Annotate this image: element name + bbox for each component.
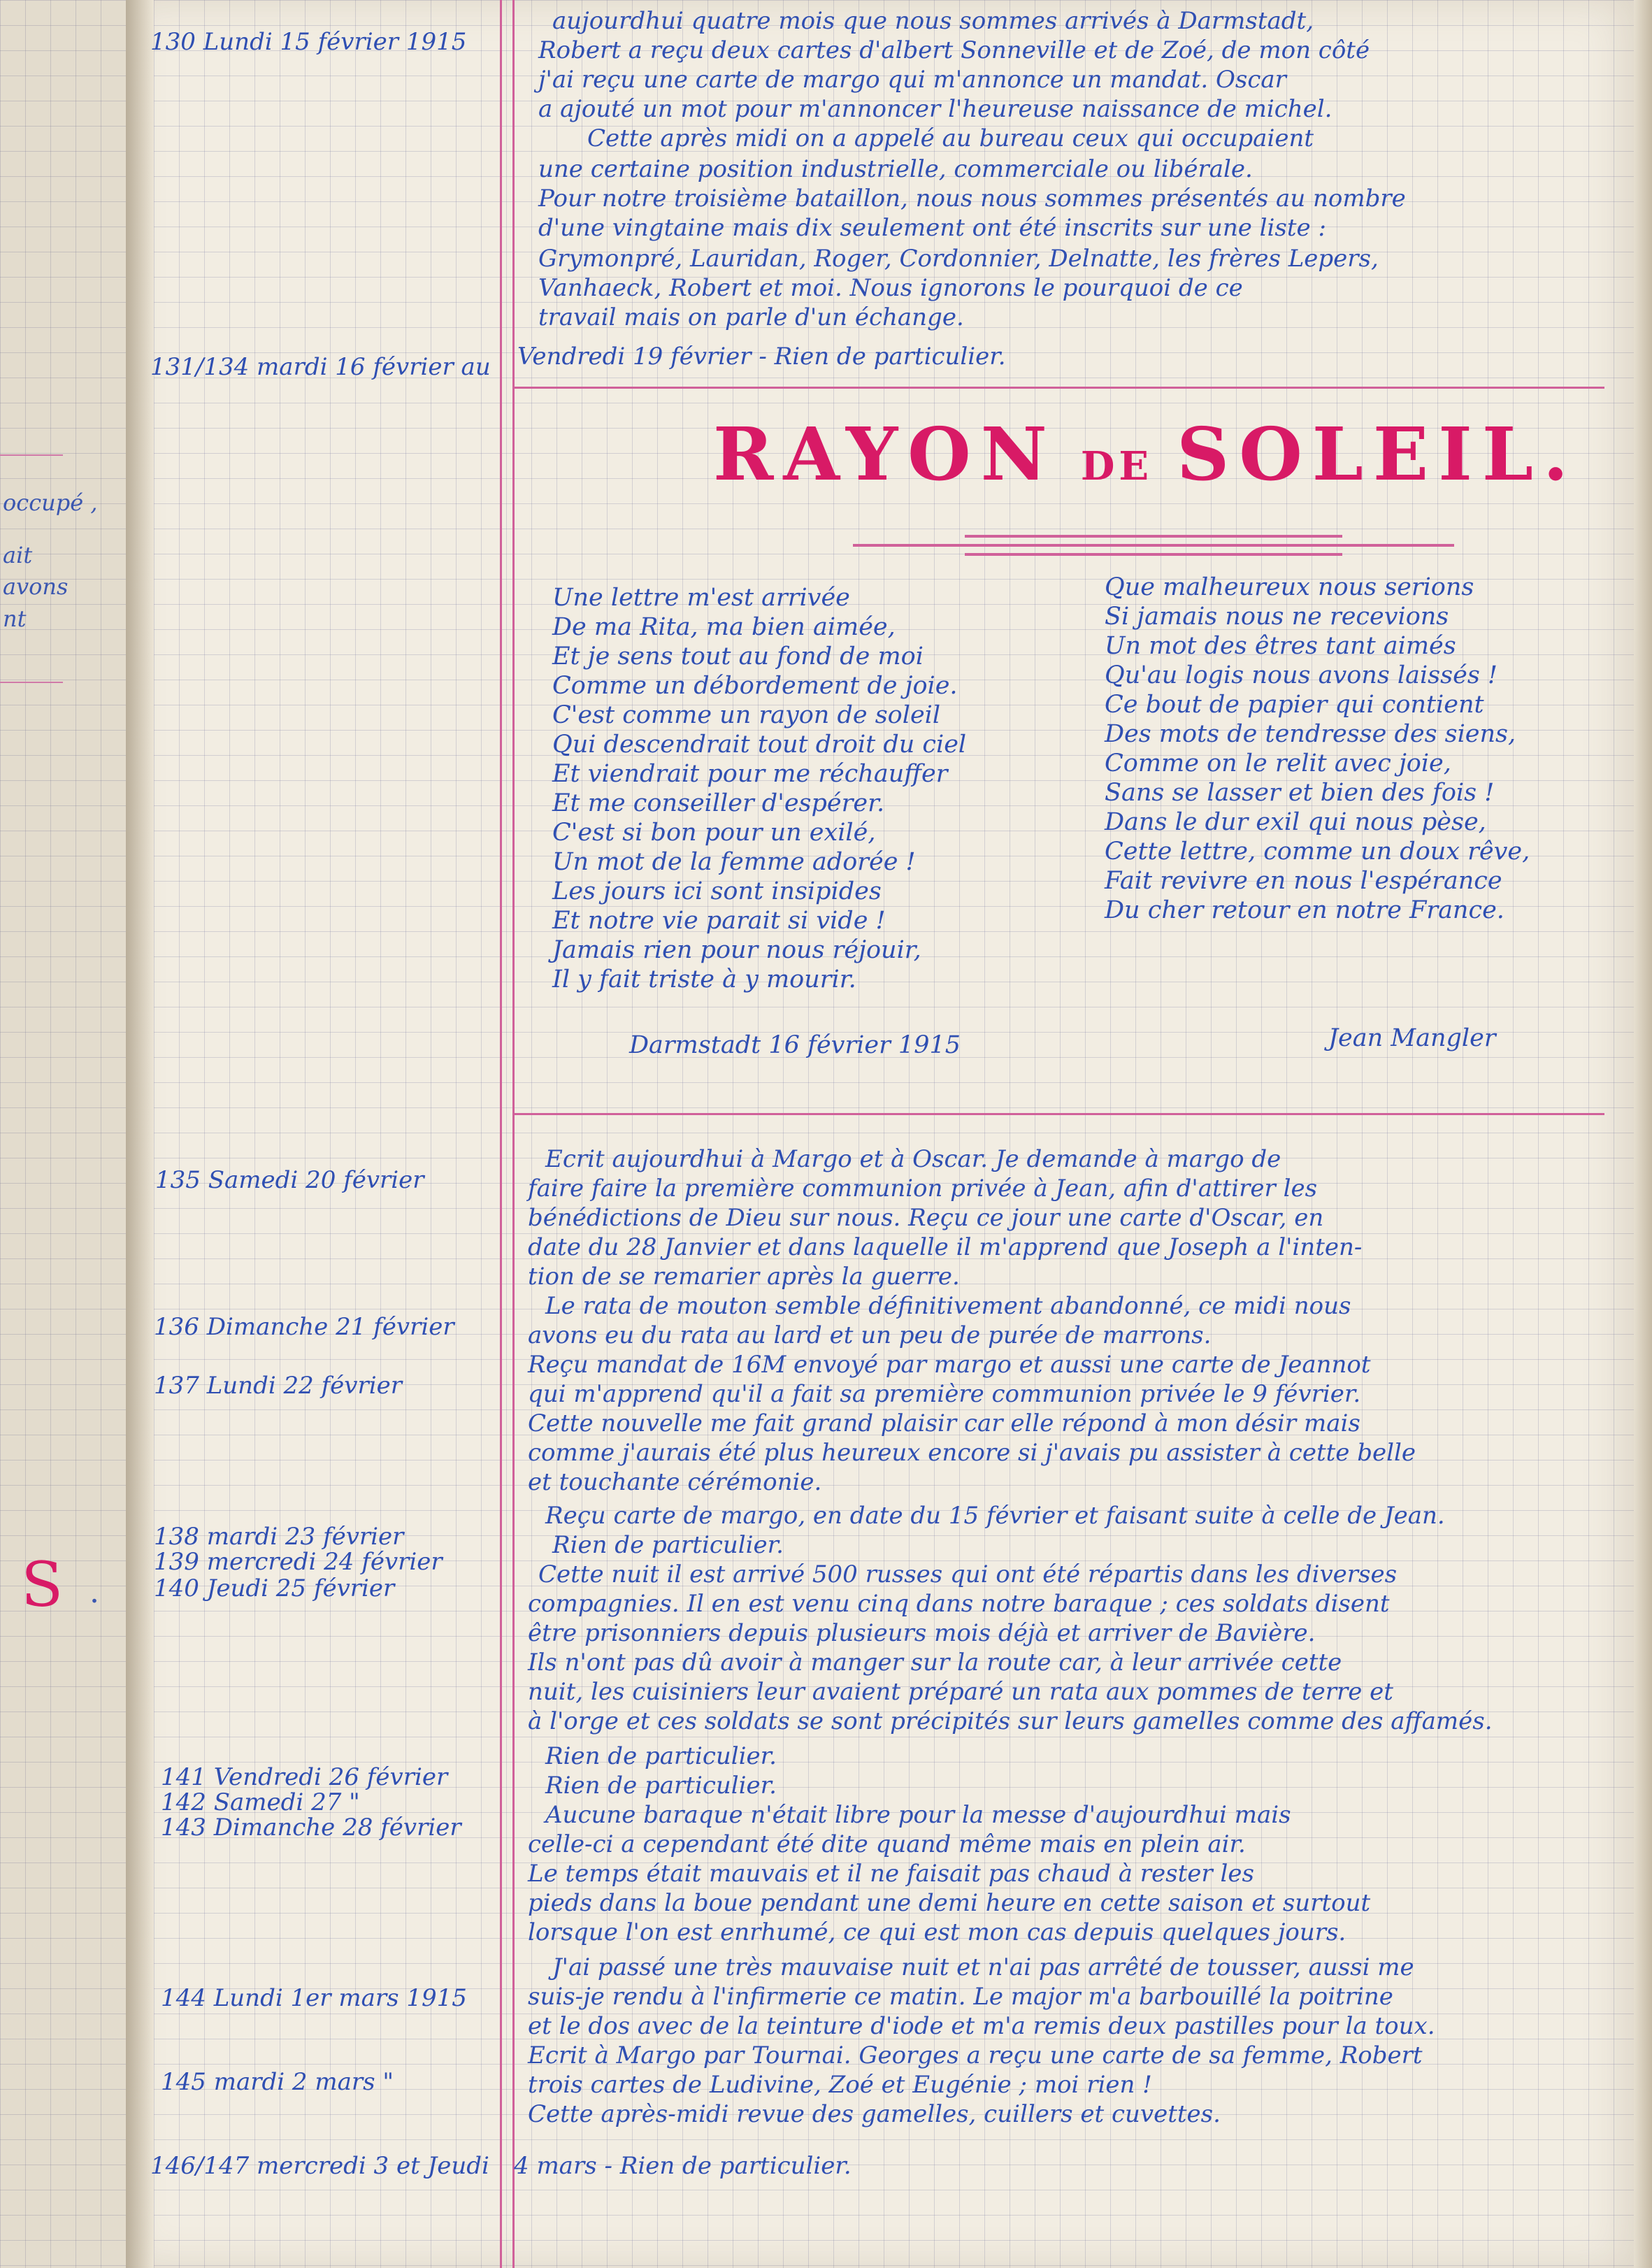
entry-line: compagnies. Il en est venu cinq dans notre baraque ; ces soldats disent: [528, 1590, 1390, 1618]
entry-line: qui m'apprend qu'il a fait sa première communion privée le 9 février.: [528, 1380, 1361, 1408]
title-underline: [853, 544, 1454, 547]
date-margin-line: [512, 0, 515, 2268]
entry-date: 137 Lundi 22 février: [154, 1372, 403, 1400]
entry-line: lorsque l'on est enrhumé, ce qui est mon cas depuis quelques jours.: [528, 1918, 1346, 1946]
entry-line: Cette après-midi revue des gamelles, cuillers et cuvettes.: [528, 2100, 1221, 2128]
poem-line: Et viendrait pour me réchauffer: [552, 760, 948, 788]
entry-line: J'ai passé une très mauvaise nuit et n'ai pas arrêté de tousser, aussi me: [552, 1953, 1414, 1981]
page-edge: [1634, 0, 1652, 2268]
entry-line: Ils n'ont pas dû avoir à manger sur la route car, à leur arrivée cette: [528, 1649, 1342, 1677]
entry-line: nuit, les cuisiniers leur avaient préparé un rata aux pommes de terre et: [528, 1678, 1393, 1706]
poem-signature: Jean Mangler: [1328, 1024, 1496, 1052]
poem-line: Jamais rien pour nous réjouir,: [552, 936, 921, 964]
entry-line: pieds dans la boue pendant une demi heure en cette saison et surtout: [528, 1889, 1371, 1917]
entry-line: 4 mars - Rien de particulier.: [514, 2152, 852, 2180]
entry-line: une certaine position industrielle, commerciale ou libérale.: [538, 155, 1253, 183]
entry-line: Vendredi 19 février - Rien de particulier.: [517, 343, 1006, 371]
entry-line: Rien de particulier.: [545, 1772, 777, 1800]
poem-title-small: DE: [1080, 443, 1154, 489]
poem-line: Les jours ici sont insipides: [552, 877, 882, 905]
entry-line: d'une vingtaine mais dix seulement ont été inscrits sur une liste :: [538, 214, 1326, 242]
poem-line: Un mot des êtres tant aimés: [1105, 632, 1456, 660]
entry-line: Ecrit à Margo par Tournai. Georges a reçu une carte de sa femme, Robert: [528, 2041, 1423, 2069]
poem-line: Comme on le relit avec joie,: [1105, 749, 1451, 777]
entry-line: Pour notre troisième bataillon, nous nous sommes présentés au nombre: [538, 185, 1406, 213]
left-red-letter: S: [21, 1549, 64, 1621]
entry-line: Le rata de mouton semble définitivement abandonné, ce midi nous: [545, 1292, 1351, 1320]
entry-date: 138 mardi 23 février: [154, 1523, 404, 1551]
left-fragment: occupé ,: [3, 489, 98, 516]
entry-line: avons eu du rata au lard et un peu de purée de marrons.: [528, 1321, 1212, 1349]
entry-line: Cette nouvelle me fait grand plaisir car elle répond à mon désir mais: [528, 1409, 1360, 1437]
entry-line: celle-ci a cependant été dite quand même mais en plein air.: [528, 1830, 1246, 1858]
book-gutter: [126, 0, 154, 2268]
left-fragment: avons: [3, 573, 69, 600]
poem-line: Si jamais nous ne recevions: [1105, 603, 1449, 631]
entry-date: 130 Lundi 15 février 1915: [150, 28, 467, 56]
section-divider: [514, 387, 1604, 389]
poem-line: Un mot de la femme adorée !: [552, 848, 916, 876]
entry-date: 145 mardi 2 mars ": [161, 2068, 394, 2096]
entry-line: être prisonniers depuis plusieurs mois déjà et arriver de Bavière.: [528, 1619, 1316, 1647]
entry-date: 142 Samedi 27 ": [161, 1788, 360, 1816]
entry-line: Reçu mandat de 16M envoyé par margo et aussi une carte de Jeannot: [528, 1351, 1371, 1379]
margin-rule: [0, 454, 63, 456]
poem-line: Et je sens tout au fond de moi: [552, 643, 924, 670]
entry-date: 141 Vendredi 26 février: [161, 1763, 448, 1791]
entry-line: aujourdhui quatre mois que nous sommes arrivés à Darmstadt,: [552, 7, 1314, 35]
date-margin-line: [500, 0, 502, 2268]
poem-line: Ce bout de papier qui contient: [1105, 691, 1484, 719]
entry-line: Cette après midi on a appelé au bureau ceux qui occupaient: [587, 124, 1314, 152]
entry-line: travail mais on parle d'un échange.: [538, 303, 964, 331]
poem-place-date: Darmstadt 16 février 1915: [629, 1031, 961, 1059]
title-underline: [965, 535, 1342, 538]
entry-date: 131/134 mardi 16 février au: [150, 353, 491, 381]
entry-line: Vanhaeck, Robert et moi. Nous ignorons le pourquoi de ce: [538, 274, 1243, 302]
entry-date: 146/147 mercredi 3 et Jeudi: [150, 2152, 489, 2180]
poem-line: C'est si bon pour un exilé,: [552, 819, 876, 847]
entry-line: Ecrit aujourdhui à Margo et à Oscar. Je demande à margo de: [545, 1145, 1281, 1173]
poem-line: C'est comme un rayon de soleil: [552, 701, 941, 729]
poem-line: Qui descendrait tout droit du ciel: [552, 731, 967, 759]
entry-line: à l'orge et ces soldats se sont précipités sur leurs gamelles comme des affamés.: [528, 1707, 1493, 1735]
poem-line: Que malheureux nous serions: [1105, 573, 1474, 601]
poem-line: Comme un débordement de joie.: [552, 672, 958, 700]
section-divider: [514, 1113, 1604, 1115]
left-dot: .: [89, 1574, 99, 1610]
poem-line: De ma Rita, ma bien aimée,: [552, 613, 896, 641]
poem-title: [713, 411, 1578, 497]
entry-line: et le dos avec de la teinture d'iode et m'a remis deux pastilles pour la toux.: [528, 2012, 1435, 2040]
poem-title-dot: .: [1542, 411, 1579, 497]
entry-date: 144 Lundi 1er mars 1915: [161, 1984, 467, 2012]
entry-line: j'ai reçu une carte de margo qui m'annonce un mandat. Oscar: [538, 66, 1286, 94]
poem-title-word: RAYON: [713, 411, 1057, 497]
entry-line: comme j'aurais été plus heureux encore si j'avais pu assister à cette belle: [528, 1439, 1416, 1467]
entry-line: a ajouté un mot pour m'annoncer l'heureuse naissance de michel.: [538, 95, 1333, 123]
entry-line: Robert a reçu deux cartes d'albert Sonneville et de Zoé, de mon côté: [538, 36, 1370, 64]
poem-line: Fait revivre en nous l'espérance: [1105, 867, 1502, 895]
entry-line: tion de se remarier après la guerre.: [528, 1263, 960, 1291]
left-fragment: ait: [3, 542, 33, 568]
entry-date: 136 Dimanche 21 février: [154, 1313, 454, 1341]
entry-date: 139 mercredi 24 février: [154, 1548, 443, 1576]
poem-line: Du cher retour en notre France.: [1105, 896, 1504, 924]
poem-line: Cette lettre, comme un doux rêve,: [1105, 838, 1530, 866]
entry-line: suis-je rendu à l'infirmerie ce matin. Le major m'a barbouillé la poitrine: [528, 1983, 1393, 2011]
entry-line: Rien de particulier.: [545, 1742, 777, 1770]
poem-line: Et me conseiller d'espérer.: [552, 789, 885, 817]
entry-line: Aucune baraque n'était libre pour la messe d'aujourdhui mais: [545, 1801, 1291, 1829]
poem-line: Dans le dur exil qui nous pèse,: [1105, 808, 1486, 836]
entry-line: Cette nuit il est arrivé 500 russes qui ont été répartis dans les diverses: [538, 1560, 1398, 1588]
title-underline: [965, 553, 1342, 556]
poem-title-word: SOLEIL: [1177, 411, 1543, 497]
entry-line: et touchante cérémonie.: [528, 1468, 822, 1496]
left-fragment: nt: [3, 605, 27, 632]
entry-line: Rien de particulier.: [552, 1531, 784, 1559]
entry-line: date du 28 Janvier et dans laquelle il m'apprend que Joseph a l'inten-: [528, 1233, 1363, 1261]
poem-line: Et notre vie parait si vide !: [552, 907, 886, 935]
margin-rule: [0, 682, 63, 683]
entry-date: 135 Samedi 20 février: [155, 1166, 424, 1194]
poem-line: Des mots de tendresse des siens,: [1105, 720, 1516, 748]
entry-line: bénédictions de Dieu sur nous. Reçu ce jour une carte d'Oscar, en: [528, 1204, 1324, 1232]
entry-line: Grymonpré, Lauridan, Roger, Cordonnier, Delnatte, les frères Lepers,: [538, 245, 1379, 273]
entry-line: Le temps était mauvais et il ne faisait pas chaud à rester les: [528, 1860, 1254, 1888]
poem-line: Une lettre m'est arrivée: [552, 584, 850, 612]
entry-date: 140 Jeudi 25 février: [154, 1574, 395, 1602]
entry-line: trois cartes de Ludivine, Zoé et Eugénie ; moi rien !: [528, 2071, 1152, 2099]
poem-line: Qu'au logis nous avons laissés !: [1105, 661, 1497, 689]
poem-line: Il y fait triste à y mourir.: [552, 966, 856, 993]
entry-line: faire faire la première communion privée à Jean, afin d'attirer les: [528, 1175, 1318, 1203]
entry-date: 143 Dimanche 28 février: [161, 1814, 461, 1842]
entry-line: Reçu carte de margo, en date du 15 février et faisant suite à celle de Jean.: [545, 1502, 1445, 1530]
left-page-edge: [0, 0, 126, 2268]
poem-line: Sans se lasser et bien des fois !: [1105, 779, 1495, 807]
